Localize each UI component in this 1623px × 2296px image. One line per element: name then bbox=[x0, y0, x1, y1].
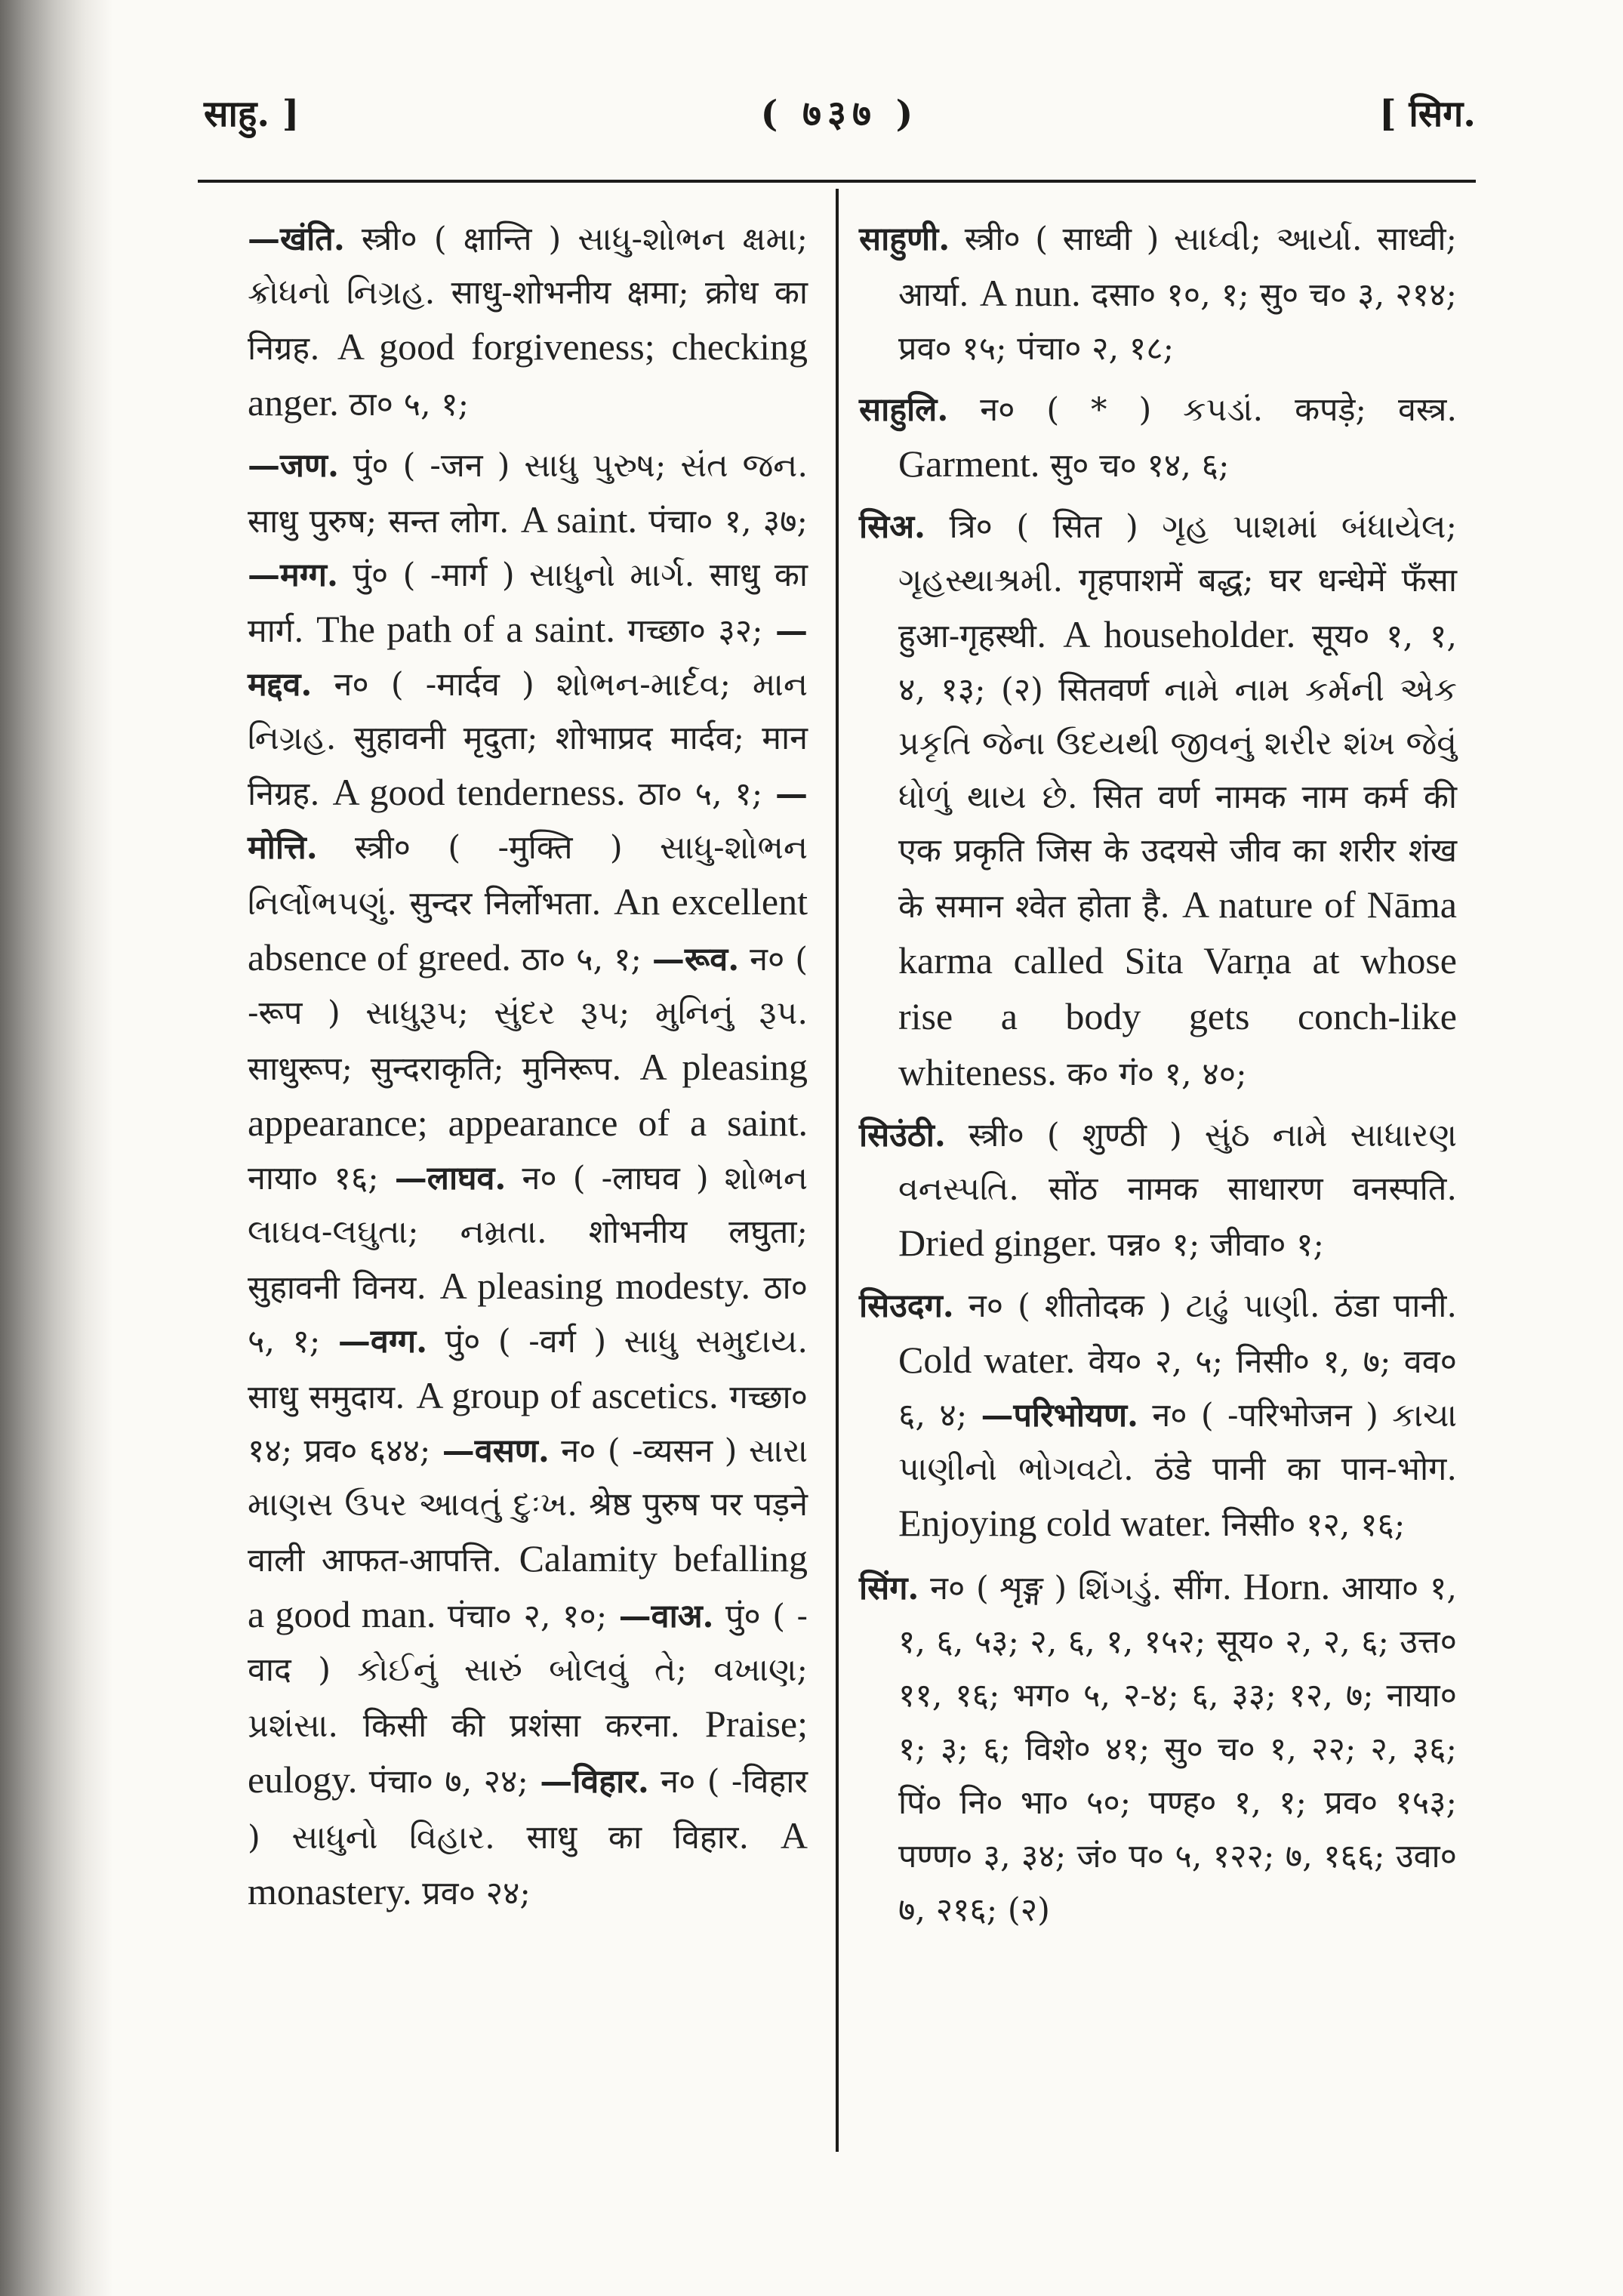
header-rule bbox=[198, 180, 1476, 183]
entry-text: सूय० १, १, ४, १३; (२) सितवर्ण નામે નામ કર્મની એક પ્રકૃતિ જેના ઉદયથી જીવનું શરીર શંખ જેવું ધોળું થાય છે. सित वर्ण नामक नाम कर्म की एक प्रकृति जिस के उदयसे जीव का शरीर शंख के समान श्वेत होता है. bbox=[898, 618, 1457, 926]
page-number: ( ७३७ ) bbox=[760, 93, 919, 135]
entry-text: न० ( शृङ्ग ) શિંગડું. सींग. bbox=[919, 1570, 1243, 1607]
entry-text: पंचा० २, १०; bbox=[436, 1598, 619, 1635]
english-gloss: A pleasing appearance; appearance of a saint. bbox=[248, 1046, 808, 1144]
sub-headword: —वाअ. bbox=[618, 1598, 714, 1635]
entry-text: न० ( -लाघव ) શોભન લાઘવ-લઘુતા; નમ્રતા. शोभनीय लघुता; सुहावनी विनय. bbox=[248, 1160, 808, 1307]
entry-text: पुं० ( -वर्ग ) સાધુ સમુદાય. साधु समुदाय. bbox=[248, 1323, 808, 1416]
entry-text: गच्छा० १४; प्रव० ६४४; bbox=[248, 1379, 808, 1470]
english-gloss: The path of a saint. bbox=[316, 608, 615, 650]
dictionary-entry bbox=[859, 384, 1457, 493]
headword: सिउदग. bbox=[859, 1287, 954, 1325]
headword: सिंग. bbox=[859, 1570, 919, 1607]
entry-text: नाया० १६; bbox=[248, 1160, 395, 1197]
entry-text: ठा० ५, १; bbox=[510, 941, 652, 978]
dictionary-entry bbox=[859, 1560, 1457, 1937]
dictionary-entry bbox=[248, 213, 808, 432]
entry-text: स्त्री० ( क्षान्ति ) સાધુ-શોભન ક્ષમા; ક્રોધનો નિગ્રહ. साधु-शोभनीय क्षमा; क्रोध का निग्रह. bbox=[248, 220, 808, 368]
dictionary-entry bbox=[248, 439, 808, 1921]
entry-text: पुं० ( -जन ) સાધુ પુરુષ; સંત જન. साधु पुरुष; सन्त लोग. bbox=[248, 447, 808, 541]
entry-text: प्रव० २४; bbox=[411, 1875, 531, 1912]
sub-headword: —मग्ग. bbox=[248, 556, 338, 594]
entry-text: आया० १, १, ६, ५३; २, ६, १, १५२; सूय० २, २, ६; उत्त० ११, १६; भग० ५, २-४; ६, ३३; १२, ७; नाया० १; ३; ६; विशे० ४१; सु० च० १, २२; २, ३६; पिं० नि० भा० ५०; पण्ह० १, १; प्रव० १५३; पण्ण० ३, ३४; जं० प० ५, १२२; ७, १६६; उवा० ७, २१६; (२) bbox=[898, 1570, 1458, 1929]
sub-headword: —वसण. bbox=[442, 1432, 550, 1470]
entry-text: न० ( -रूप ) સાધુરૂપ; સુંદર રૂપ; મુનિનું રૂપ. साधुरूप; सुन्दराकृति; मुनिरूप. bbox=[248, 941, 808, 1088]
english-gloss: A pleasing modesty. bbox=[439, 1265, 750, 1307]
english-gloss: A nature of Nāma karma called Sita Varṇa at whose rise a body gets conch-like whiteness. bbox=[898, 883, 1458, 1093]
entry-text: न० ( -परिभोजन ) કાચા પાણીનો ભોગવટો. ठंडे पानी का पान-भोग. bbox=[898, 1397, 1457, 1488]
english-gloss: Horn. bbox=[1243, 1565, 1331, 1607]
entry-text: वेय० २, ५; निसी० १, ७; वव० ६, ४; bbox=[898, 1343, 1457, 1435]
entry-text: पंचा० १, ३७; bbox=[637, 503, 808, 541]
left-column bbox=[248, 213, 808, 1928]
dictionary-entry bbox=[859, 1109, 1457, 1272]
header-left-guideword: साहु. ] bbox=[204, 93, 300, 135]
sub-headword: —मद्दव. bbox=[248, 612, 808, 704]
sub-headword: —मोत्ति. bbox=[248, 775, 808, 867]
entry-text: न० ( -मार्दव ) શોભન-માર્દવ; માન નિગ્રહ. सुहावनी मृदुता; शोभाप्रद मार्दव; मान निग्रह. bbox=[248, 666, 808, 813]
english-gloss: Calamity befalling a good man. bbox=[248, 1537, 808, 1635]
headword: साहुलि. bbox=[859, 391, 949, 429]
sub-headword: —वग्ग. bbox=[337, 1323, 428, 1361]
english-gloss: Praise; eulogy. bbox=[248, 1703, 808, 1801]
sub-headword: —जण. bbox=[248, 447, 339, 485]
entry-text: न० ( -व्यसन ) સારા માણસ ઉપર આવતું દુઃખ. श्रेष्ठ पुरुष पर पड़ने वाली आफत-आपत्ति. bbox=[248, 1432, 808, 1579]
entry-text: स्त्री० ( साध्वी ) સાધ્વી; આર્યા. साध्वी; आर्या. bbox=[898, 220, 1457, 314]
running-header bbox=[204, 79, 1476, 140]
book-binding-shadow bbox=[0, 0, 113, 2296]
english-gloss: A good tenderness. bbox=[332, 771, 626, 813]
headword: साहुणी. bbox=[859, 220, 950, 258]
entry-text: ठा० ५, १; bbox=[625, 775, 775, 813]
sub-headword: —लाघव. bbox=[394, 1160, 507, 1197]
entry-text: गच्छा० ३२; bbox=[614, 612, 775, 650]
english-gloss: Enjoying cold water. bbox=[898, 1502, 1212, 1544]
dictionary-entry bbox=[859, 501, 1457, 1102]
entry-text: ठा० ५, १; bbox=[248, 1269, 808, 1361]
entry-text: सु० च० १४, ६; bbox=[1039, 447, 1230, 485]
entry-text: पंचा० ७, २४; bbox=[357, 1763, 540, 1801]
english-gloss: A nun. bbox=[979, 272, 1081, 314]
entry-text: दसा० १०, १; सु० च० ३, २१४; प्रव० १५; पंचा० २, १८; bbox=[898, 276, 1457, 368]
entry-text: न० ( शीतोदक ) ટાઢું પાણી. ठंडा पानी. bbox=[953, 1287, 1457, 1325]
sub-headword: —परिभोयण. bbox=[981, 1397, 1139, 1435]
headword: सिअ. bbox=[859, 508, 926, 546]
english-gloss: A good forgiveness; checking anger. bbox=[248, 325, 808, 424]
english-gloss: Cold water. bbox=[898, 1339, 1076, 1381]
header-right-guideword: [ सिग. bbox=[1378, 93, 1476, 135]
entry-text: न० ( * ) કપડાં. कपड़े; वस्त्र. bbox=[948, 391, 1457, 429]
english-gloss: A monastery. bbox=[248, 1814, 808, 1912]
english-gloss: A saint. bbox=[520, 498, 638, 541]
sub-headword: —रूव. bbox=[651, 941, 740, 978]
entry-text: निसी० १२, १६; bbox=[1212, 1506, 1406, 1544]
right-column bbox=[859, 213, 1457, 1945]
english-gloss: Dried ginger. bbox=[898, 1222, 1098, 1264]
dictionary-entry bbox=[859, 213, 1457, 376]
sub-headword: —विहार. bbox=[540, 1763, 649, 1801]
english-gloss: A group of ascetics. bbox=[416, 1374, 719, 1416]
entry-text: स्त्री० ( शुण्ठी ) સુંઠ નામે સાધારણ વનસ્પતિ. सोंठ नामक साधारण वनस्पति. bbox=[898, 1117, 1457, 1208]
entry-text: स्त्री० ( -मुक्ति ) સાધુ-શોભન નિર્લોભપણું. सुन्दर निर्लोभता. bbox=[248, 829, 808, 923]
entry-text: न० ( -विहार ) સાધુનો વિહાર. साधु का विहार. bbox=[248, 1763, 808, 1857]
entry-text: पन्न० १; जीवा० १; bbox=[1097, 1226, 1324, 1264]
entry-text: त्रि० ( सित ) ગૃહ પાશમાં બંધાયેલ; ગૃહસ્થાશ્રમી. गृहपाशमें बद्ध; घर धन्धेमें फँसा हुआ-गृहस्थी. bbox=[898, 508, 1457, 655]
entry-text: ठा० ५, १; bbox=[338, 386, 470, 424]
english-gloss: Garment. bbox=[898, 442, 1040, 485]
english-gloss: A householder. bbox=[1063, 613, 1296, 655]
headword: सिउंठी. bbox=[859, 1117, 946, 1154]
english-gloss: An excellent absence of greed. bbox=[248, 880, 808, 978]
dictionary-entry bbox=[859, 1280, 1457, 1552]
entry-text: पुं० ( -मार्ग ) સાધુનો માર્ગ. साधु का मार्ग. bbox=[248, 556, 808, 650]
sub-headword: —खंति. bbox=[248, 220, 345, 258]
column-divider bbox=[836, 189, 839, 2152]
entry-text: पुं० ( -वाद ) કોઈનું સારું બોલવું તે; વખાણ; પ્રશંસા. किसी की प्रशंसा करना. bbox=[248, 1598, 808, 1745]
entry-text: क० गं० १, ४०; bbox=[1056, 1056, 1247, 1093]
